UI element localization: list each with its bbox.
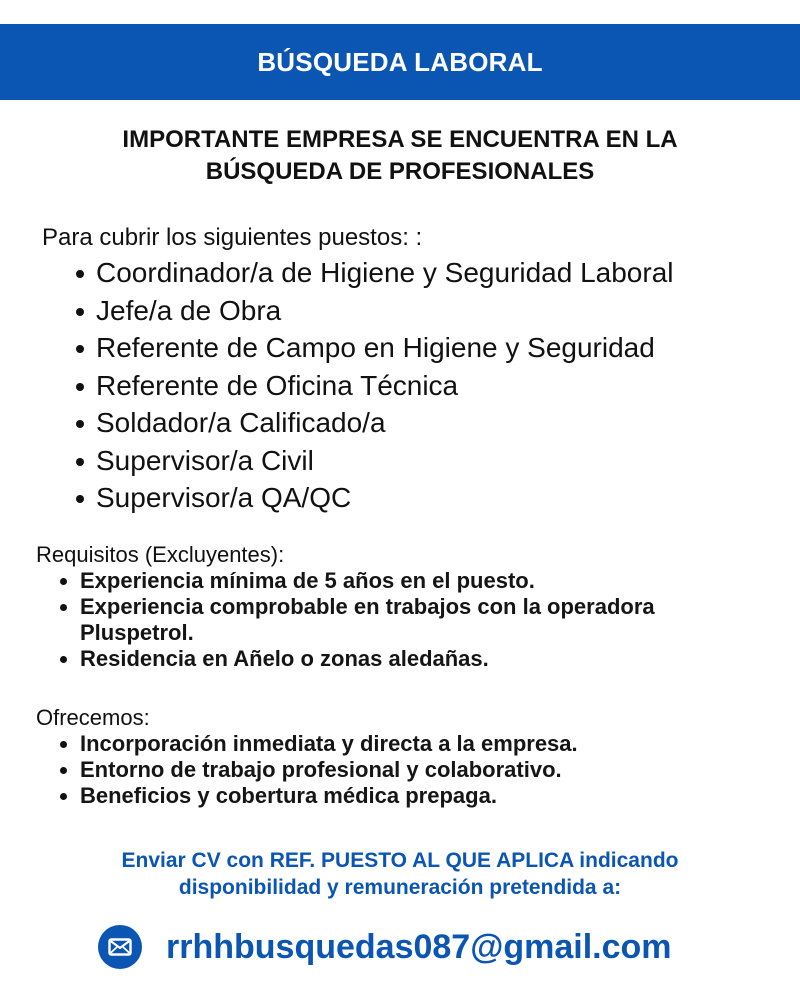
offer-item: Entorno de trabajo profesional y colaborativo. [80, 757, 770, 783]
positions-list [96, 254, 674, 517]
requirement-item: Experiencia comprobable en trabajos con la operadora Pluspetrol. [80, 594, 770, 646]
offer-title: Ofrecemos: [36, 705, 150, 730]
position-item: Supervisor/a Civil [96, 442, 674, 480]
position-item: Supervisor/a QA/QC [96, 479, 674, 517]
headline-line-2: BÚSQUEDA DE PROFESIONALES [205, 158, 595, 185]
application-instructions [40, 847, 760, 901]
position-item: Jefe/a de Obra [96, 292, 674, 330]
requirements-title: Requisitos (Excluyentes): [36, 542, 285, 567]
banner-title: BÚSQUEDA LABORAL [257, 46, 543, 77]
requirement-item: Experiencia mínima de 5 años en el puesto. [80, 568, 770, 594]
header-banner [0, 24, 800, 100]
headline-line-1: IMPORTANTE EMPRESA SE ENCUENTRA EN LA [122, 126, 678, 153]
contact-row [98, 922, 672, 972]
offer-list [80, 731, 770, 809]
position-item: Referente de Campo en Higiene y Seguridad [96, 329, 674, 367]
offer-item: Incorporación inmediata y directa a la empresa. [80, 731, 770, 757]
position-item: Soldador/a Calificado/a [96, 404, 674, 442]
requirements-list [80, 568, 770, 672]
envelope-icon [98, 925, 142, 969]
cta-line-2: disponibilidad y remuneración pretendida a: [178, 876, 622, 899]
positions-intro: Para cubrir los siguientes puestos: : [42, 224, 423, 251]
contact-email[interactable]: rrhhbusquedas087@gmail.com [166, 928, 672, 966]
offer-item: Beneficios y cobertura médica prepaga. [80, 783, 770, 809]
cta-line-1: Enviar CV con REF. PUESTO AL QUE APLICA indicando [121, 849, 679, 872]
headline [40, 124, 760, 188]
requirement-item: Residencia en Añelo o zonas aledañas. [80, 646, 770, 672]
position-item: Coordinador/a de Higiene y Seguridad Laboral [96, 254, 674, 292]
position-item: Referente de Oficina Técnica [96, 367, 674, 405]
